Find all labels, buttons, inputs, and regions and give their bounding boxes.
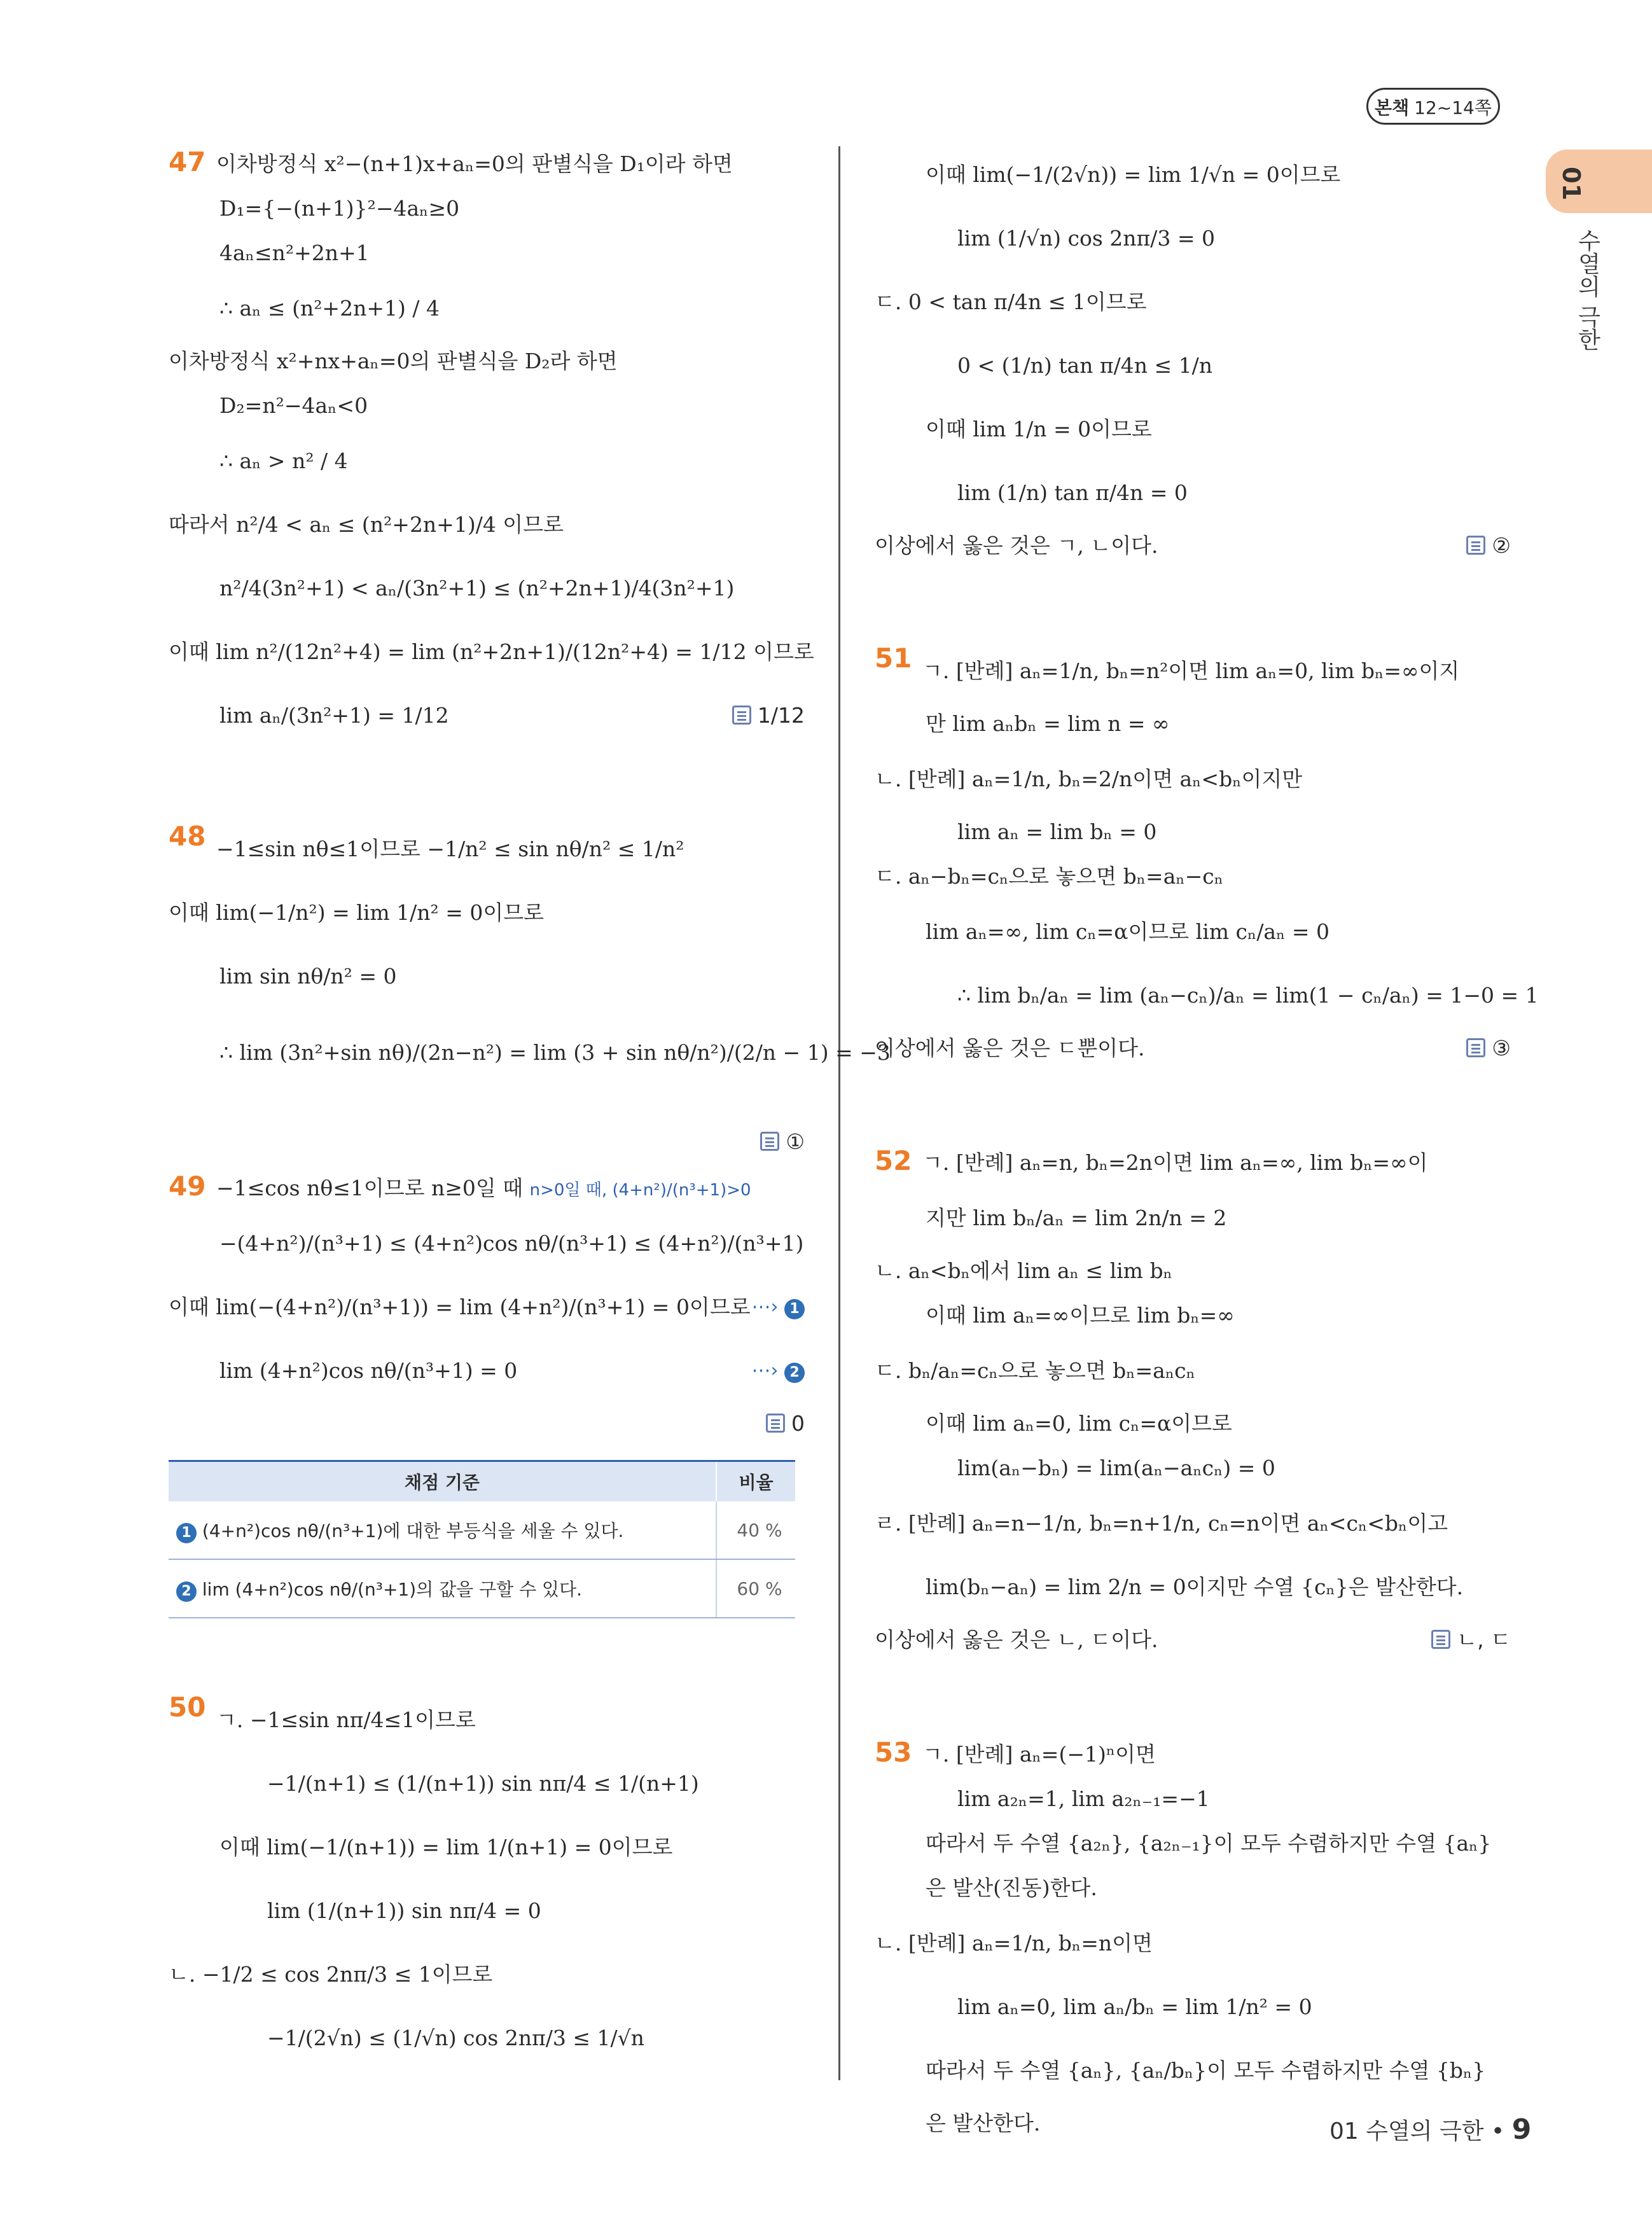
answer-icon: [1431, 1630, 1450, 1649]
table-row: [169, 1559, 795, 1618]
column-divider: [838, 146, 840, 2080]
solution-line: 이때 lim(−1/n²) = lim 1/n² = 0이므로: [169, 900, 545, 925]
problem-number: 50: [169, 1692, 206, 1723]
solution-line: lim (1/(n+1)) sin nπ/4 = 0: [267, 1898, 541, 1923]
solution-line: ∴ lim bₙ/aₙ = lim (aₙ−cₙ)/aₙ = lim(1 − cₙ/aₙ) = 1−0 = 1: [957, 983, 1539, 1008]
problem-number: 52: [875, 1145, 912, 1176]
solution-line: [169, 1403, 805, 1447]
criterion-text: lim (4+n²)cos nθ/(n³+1)의 값을 구할 수 있다.: [202, 1578, 583, 1600]
answer-value: ㄴ, ㄷ: [1457, 1627, 1511, 1652]
final-limit: ∴ lim (3n²+sin nθ)/(2n−n²) = lim (3 + sin nθ/n²)/(2/n − 1) = −3: [219, 1040, 891, 1065]
solution-line: 이때 lim(−1/(n+1)) = lim 1/(n+1) = 0이므로: [219, 1835, 673, 1859]
answer-icon: [732, 705, 751, 725]
solution-line: [169, 1008, 891, 1154]
solution-line: −1≤sin nθ≤1이므로 −1/n² ≤ sin nθ/n² ≤ 1/n²: [216, 837, 684, 861]
problem-50-continued: [875, 143, 1511, 569]
step-marker: ⋯› 1: [751, 1275, 805, 1339]
conclusion-text: 이상에서 옳은 것은 ㄷ뿐이다.: [875, 1036, 1145, 1060]
problem-number: 47: [169, 146, 206, 177]
step-number: 2: [784, 1363, 805, 1383]
solution-line: lim aₙ=∞, lim cₙ=α이므로 lim cₙ/aₙ = 0: [926, 919, 1330, 944]
step-marker: ⋯› 2: [751, 1339, 805, 1403]
solution-line: ㄹ. [반례] aₙ=n−1/n, bₙ=n+1/n, cₙ=n이면 aₙ<cₙ<bₙ이고: [875, 1511, 1448, 1536]
right-column: [875, 143, 1539, 2217]
conclusion-text: 이상에서 옳은 것은 ㄱ, ㄴ이다.: [875, 533, 1158, 558]
solution-line: lim aₙ = lim bₙ = 0: [957, 819, 1157, 844]
problem-49: [169, 1167, 805, 1618]
answer-icon: [760, 1132, 779, 1151]
solution-line: [169, 1167, 805, 1212]
grading-criteria-table: [169, 1460, 795, 1618]
solution-line: 0 < (1/n) tan π/4n ≤ 1/n: [957, 353, 1212, 378]
problem-number: 49: [169, 1171, 206, 1202]
answer: [766, 1403, 805, 1445]
solution-line: ㄴ. aₙ<bₙ에서 lim aₙ ≤ lim bₙ: [875, 1258, 1172, 1283]
solution-line: ㄷ. bₙ/aₙ=cₙ으로 놓으면 bₙ=aₙcₙ: [875, 1358, 1195, 1383]
solution-text: −(4+n²)/(n³+1) ≤ (4+n²)cos nθ/(n³+1) ≤ (4+n²)/(n³+1): [219, 1231, 804, 1256]
solution-line: ㄴ. [반례] aₙ=1/n, bₙ=n이면: [875, 1931, 1153, 1956]
solution-line: 이때 lim n²/(12n²+4) = lim (n²+2n+1)/(12n²+4) = 1/12 이므로: [169, 639, 814, 664]
solution-line: 이차방정식 x²−(n+1)x+aₙ=0의 판별식을 D₁이라 하면: [216, 151, 733, 176]
table-header: 채점 기준: [169, 1461, 716, 1502]
problem-number: 51: [875, 643, 912, 674]
conclusion-text: 이상에서 옳은 것은 ㄴ, ㄷ이다.: [875, 1627, 1158, 1652]
page-reference-badge: [1366, 88, 1500, 125]
solution-line: lim (1/√n) cos 2nπ/3 = 0: [957, 226, 1215, 251]
answer-value: ③: [1492, 1036, 1511, 1060]
solution-line: 이차방정식 x²+nx+aₙ=0의 판별식을 D₂라 하면: [169, 349, 618, 373]
solution-text: lim (4+n²)cos nθ/(n³+1) = 0: [219, 1358, 518, 1383]
page-number: 9: [1511, 2113, 1532, 2146]
answer-value: 1/12: [757, 703, 805, 728]
answer: [1466, 1027, 1511, 1069]
problem-48: [169, 817, 891, 1154]
solution-line: 따라서 n²/4 < aₙ ≤ (n²+2n+1)/4 이므로: [169, 512, 564, 537]
solution-line: 이때 lim(−(4+n²)/(n³+1)) = lim (4+n²)/(n³+1) = 0이므로: [169, 1295, 751, 1319]
answer: [1466, 525, 1511, 567]
chapter-title: 수열의 극한: [1574, 229, 1600, 351]
footer-chapter: 01 수열의 극한 •: [1329, 2118, 1505, 2144]
solution-line: 이때 lim(−1/(2√n)) = lim 1/√n = 0이므로: [926, 162, 1341, 187]
problem-51: [875, 639, 1539, 1072]
solution-line: n²/4(3n²+1) < aₙ/(3n²+1) ≤ (n²+2n+1)/4(3n²+1): [219, 576, 735, 601]
table-cell: [169, 1559, 716, 1618]
badge-pages: 12~14쪽: [1414, 97, 1492, 118]
badge-bold-label: 본책: [1375, 97, 1410, 118]
solution-line: ㄴ. [반례] aₙ=1/n, bₙ=2/n이면 aₙ<bₙ이지만: [875, 767, 1303, 791]
left-column: [169, 143, 891, 2140]
page-footer: [1329, 2113, 1531, 2146]
step-number: 1: [784, 1299, 805, 1319]
answer: [732, 684, 805, 747]
solution-line: ㄱ. [반례] aₙ=(−1)ⁿ이면: [922, 1742, 1156, 1767]
solution-line: [875, 1027, 1511, 1072]
answer: [1431, 1619, 1511, 1661]
solution-line: 따라서 두 수열 {a₂ₙ}, {a₂ₙ₋₁}이 모두 수렴하지만 수열 {aₙ}: [926, 1831, 1492, 1856]
final-limit: lim aₙ/(3n²+1) = 1/12: [219, 703, 449, 728]
solution-line: 이때 lim aₙ=∞이므로 lim bₙ=∞: [926, 1303, 1235, 1328]
solution-line: [169, 1339, 805, 1403]
solution-line: 만 lim aₙbₙ = lim n = ∞: [926, 711, 1170, 736]
table-header: 비율: [716, 1461, 795, 1502]
solution-line: [875, 1619, 1511, 1664]
solution-line: 은 발산한다.: [926, 2111, 1041, 2136]
solution-text: −1≤cos nθ≤1이므로 n≥0일 때: [216, 1176, 524, 1200]
solution-line: ㄱ. [반례] aₙ=n, bₙ=2n이면 lim aₙ=∞, lim bₙ=∞이: [922, 1150, 1428, 1175]
solution-line: [169, 684, 805, 747]
table-header-row: [169, 1461, 795, 1502]
problem-number: 48: [169, 821, 206, 852]
problem-53: [875, 1734, 1511, 2147]
answer-icon: [1466, 1038, 1485, 1057]
solution-line: ㄴ. −1/2 ≤ cos 2nπ/3 ≤ 1이므로: [169, 1962, 493, 1987]
solution-line: ∴ aₙ > n² / 4: [219, 448, 348, 473]
table-cell: 60 %: [716, 1559, 795, 1618]
margin-note: n>0일 때, (4+n²)/(n³+1)>0: [529, 1181, 751, 1200]
solution-line: 이때 lim aₙ=0, lim cₙ=α이므로: [926, 1411, 1232, 1436]
problem-52: [875, 1142, 1511, 1664]
solution-line: lim a₂ₙ=1, lim a₂ₙ₋₁=−1: [957, 1786, 1210, 1811]
solution-line: ㄱ. [반례] aₙ=1/n, bₙ=n²이면 lim aₙ=0, lim bₙ=∞이지: [922, 658, 1460, 683]
solution-line: 이때 lim 1/n = 0이므로: [926, 417, 1152, 441]
answer-icon: [1466, 536, 1485, 555]
solution-line: ㄷ. 0 < tan π/4n ≤ 1이므로: [875, 289, 1147, 314]
table-cell: 40 %: [716, 1501, 795, 1559]
answer-icon: [766, 1414, 785, 1433]
step-number: 2: [176, 1581, 197, 1602]
solution-line: lim (1/n) tan π/4n = 0: [957, 480, 1188, 505]
table-row: [169, 1501, 795, 1559]
solution-line: lim(aₙ−bₙ) = lim(aₙ−aₙcₙ) = 0: [957, 1456, 1275, 1480]
solution-line: lim sin nθ/n² = 0: [219, 964, 397, 989]
problem-47: [169, 143, 814, 747]
solution-line: 4aₙ≤n²+2n+1: [219, 240, 370, 265]
criterion-text: (4+n²)cos nθ/(n³+1)에 대한 부등식을 세울 수 있다.: [202, 1520, 624, 1541]
answer-value: 0: [791, 1411, 805, 1436]
solution-line: ㄷ. aₙ−bₙ=cₙ으로 놓으면 bₙ=aₙ−cₙ: [875, 864, 1224, 889]
table-cell: [169, 1501, 716, 1559]
solution-line: −1/(2√n) ≤ (1/√n) cos 2nπ/3 ≤ 1/√n: [267, 2026, 644, 2050]
solution-line: D₁={−(n+1)}²−4aₙ≥0: [219, 196, 460, 221]
solution-line: 지만 lim bₙ/aₙ = lim 2n/n = 2: [926, 1206, 1227, 1230]
solution-line: D₂=n²−4aₙ<0: [219, 393, 368, 418]
answer-value: ①: [786, 1129, 805, 1154]
solution-line: lim aₙ=0, lim aₙ/bₙ = lim 1/n² = 0: [957, 1994, 1312, 2019]
chapter-number: 01: [1557, 167, 1585, 200]
problem-number: 53: [875, 1737, 912, 1768]
solution-line: 따라서 두 수열 {aₙ}, {aₙ/bₙ}이 모두 수렴하지만 수열 {bₙ}: [926, 2058, 1486, 2083]
answer-value: ②: [1492, 533, 1511, 558]
solution-line: ∴ aₙ ≤ (n²+2n+1) / 4: [219, 296, 440, 321]
step-number: 1: [176, 1523, 197, 1543]
problem-50: [169, 1688, 805, 2070]
solution-line: lim(bₙ−aₙ) = lim 2/n = 0이지만 수열 {cₙ}은 발산한다.: [926, 1574, 1464, 1599]
solution-line: 은 발산(진동)한다.: [926, 1875, 1097, 1900]
solution-line: −1/(n+1) ≤ (1/(n+1)) sin nπ/4 ≤ 1/(n+1): [267, 1771, 699, 1796]
solution-line: [875, 525, 1511, 569]
solution-line: ㄱ. −1≤sin nπ/4≤1이므로: [216, 1707, 476, 1732]
